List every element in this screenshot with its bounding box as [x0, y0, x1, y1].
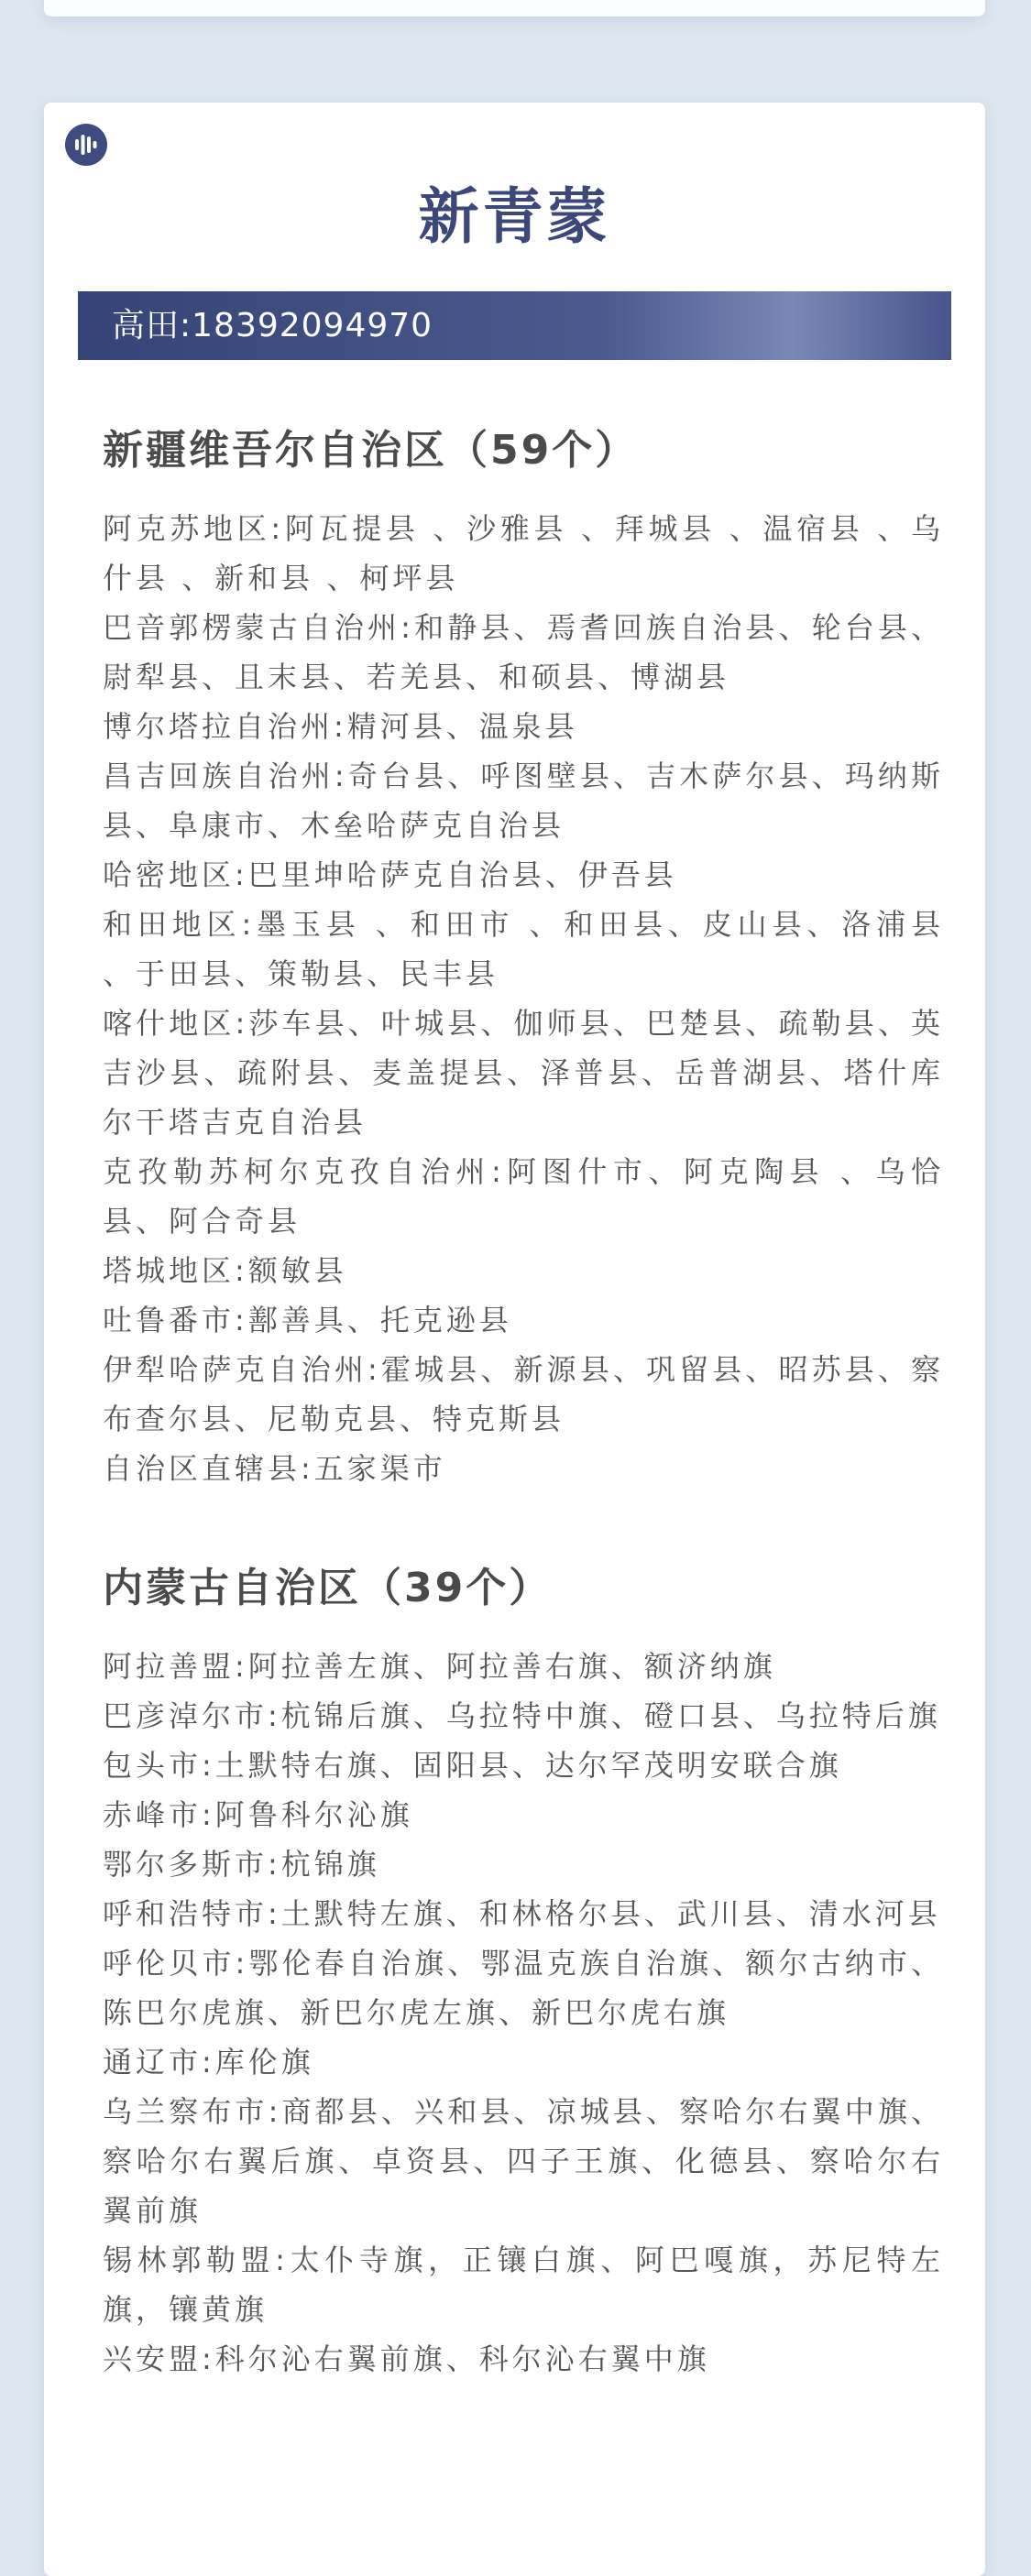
entry-list [103, 1642, 944, 2384]
list-item: 克孜勒苏柯尔克孜自治州:阿图什市、阿克陶县 、乌恰县、阿合奇县 [103, 1154, 944, 1239]
list-item: 阿克苏地区:阿瓦提县 、沙雅县 、拜城县 、温宿县 、乌什县 、新和县 、柯坪县 [103, 511, 944, 595]
list-item: 塔城地区:额敏县 [103, 1253, 347, 1288]
list-item: 乌兰察布市:商都县、兴和县、凉城县、察哈尔右翼中旗、察哈尔右翼后旗、卓资县、四子王旗、化德县、察哈尔右翼前旗 [103, 2094, 944, 2228]
list-item: 锡林郭勒盟:太仆寺旗，正镶白旗、阿巴嘎旗，苏尼特左旗，镶黄旗 [103, 2243, 944, 2327]
section-xinjiang [103, 423, 944, 1493]
list-item: 鄂尔多斯市:杭锦旗 [103, 1847, 380, 1882]
content-card [44, 103, 985, 2576]
list-item: 哈密地区:巴里坤哈萨克自治县、伊吾县 [103, 857, 677, 892]
list-item: 通辽市:库伦旗 [103, 2045, 314, 2079]
entry-list [103, 504, 944, 1493]
page-title: 新青蒙 [418, 181, 611, 252]
list-item: 呼和浩特市:土默特左旗、和林格尔县、武川县、清水河县 [103, 1896, 941, 1931]
list-item: 吐鲁番市:鄯善具、托克逊县 [103, 1303, 512, 1337]
section-title: 内蒙古自治区（39个） [103, 1565, 553, 1611]
list-item: 呼伦贝市:鄂伦春自治旗、鄂温克族自治旗、额尔古纳市、陈巴尔虎旗、新巴尔虎左旗、新巴尔虎右旗 [103, 1946, 944, 2030]
list-item: 阿拉善盟:阿拉善左旗、阿拉善右旗、额济纳旗 [103, 1649, 776, 1684]
list-item: 昌吉回族自治州:奇台县、呼图壁县、吉木萨尔县、玛纳斯县、阜康市、木垒哈萨克自治县 [103, 759, 944, 843]
section-inner-mongolia [103, 1561, 944, 2384]
previous-card-edge [44, 0, 985, 16]
list-item: 包头市:土默特右旗、固阳县、达尔罕茂明安联合旗 [103, 1748, 842, 1783]
list-item: 兴安盟:科尔沁右翼前旗、科尔沁右翼中旗 [103, 2341, 710, 2376]
list-item: 喀什地区:莎车县、叶城县、伽师县、巴楚县、疏勒县、英吉沙县、疏附县、麦盖提县、泽普县、岳普湖县、塔什库尔干塔吉克自治县 [103, 1006, 944, 1140]
audio-wave-icon [65, 124, 107, 166]
list-item: 博尔塔拉自治州:精河县、温泉县 [103, 709, 578, 744]
contact-banner: 高田:18392094970 [78, 291, 951, 360]
list-item: 伊犁哈萨克自治州:霍城县、新源县、巩留县、昭苏县、察布查尔县、尼勒克县、特克斯县 [103, 1352, 944, 1436]
list-item: 巴彦淖尔市:杭锦后旗、乌拉特中旗、磴口县、乌拉特后旗 [103, 1698, 941, 1733]
list-item: 赤峰市:阿鲁科尔沁旗 [103, 1797, 413, 1832]
section-title: 新疆维吾尔自治区（59个） [103, 427, 639, 474]
list-item: 自治区直辖县:五家渠市 [103, 1451, 446, 1486]
list-item: 和田地区:墨玉县 、和田市 、和田县、皮山县、洛浦县 、于田县、策勒县、民丰县 [103, 907, 944, 991]
list-item: 巴音郭楞蒙古自治州:和静县、焉耆回族自治县、轮台县、尉犁县、且末县、若羌县、和硕县、博湖县 [103, 610, 944, 694]
